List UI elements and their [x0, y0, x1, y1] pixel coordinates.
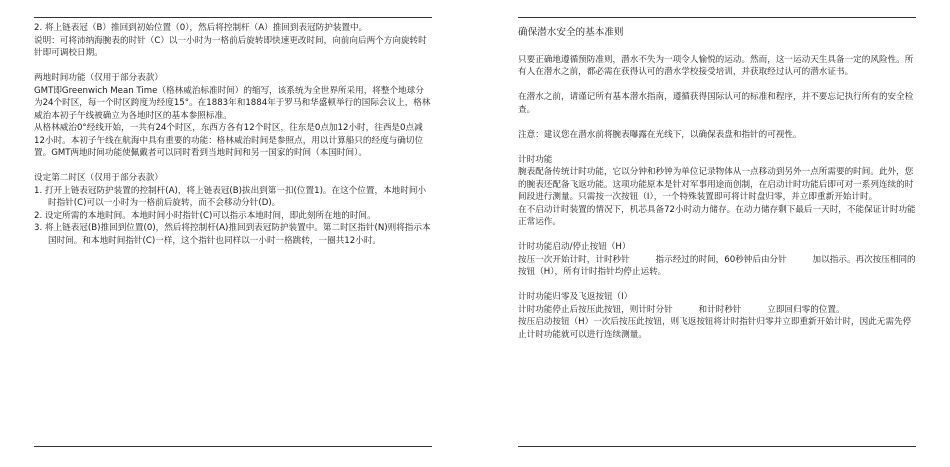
reset-paragraph-2: 按压启动按钮（H）一次后按压此按钮，则飞返按钮将计时指针归零并立即重新开始计时，因此无需先停止计时功能就可以进行连续测量。: [518, 317, 912, 340]
start-stop-paragraph: 按压一次开始计时，计时秒针 指示经过的时间，60秒钟后由分针 加以指示。再次按压相同的按钮（H），所有计时指针均停止运转。: [518, 254, 916, 277]
top-rule: [518, 17, 916, 18]
note: 说明：可将沛纳海腕表的时针（C）以一小时为一格前后旋转即快速更改时间，向前向后两个方向旋转时针即可调校日期。: [34, 35, 427, 58]
start-stop-title: 计时功能启动/停止按钮（H）: [518, 242, 631, 252]
step-2: 2. 将上链表冠（B）推回到初始位置（0），然后将控制杆（A）推回到表冠防护装置中。: [34, 23, 368, 33]
reset-title: 计时功能归零及飞返按钮（I）: [518, 292, 633, 302]
right-page: [518, 0, 916, 467]
timer-title: 计时功能: [518, 154, 553, 165]
left-page: [34, 0, 432, 467]
page-title: 确保潜水安全的基本准则: [518, 27, 624, 38]
dive-paragraph-1: 只要正确地遵循预防准则，潜水不失为一项令人愉悦的运动。然而，这一运动天生具备一定的风险性。所有人在潜水之前，都必需在获得认可的潜水学校接受培训，并获取经过认可的潜水证书。: [518, 54, 914, 77]
bottom-rule: [34, 446, 432, 447]
timer-paragraph-1: 腕表配备传统计时功能，它以分钟和秒钟为单位记录物体从一点移动到另外一点所需要的时间。此外，您的腕表还配备飞返功能。这项功能原本是针对军事用途而创制，在启动计时功能后即可对一系列连续的时间段进行测量。只需按一次按钮（I），一个特殊装置即可将计时盘归零，并立即重新开始计时。: [518, 167, 914, 202]
timezone-step-2: 2. 设定所需的本地时间。本地时间小时指针(C)可以指示本地时间，即此刻所在地的时间。: [34, 210, 376, 221]
timezone-step-3: 3. 将上链表冠(B)推回到位置(0)，然后将控制杆(A)推回到表冠防护装置中。第二时区指针(N)则将指示本国时间。和本地时间指针(C)一样，这个指针也同样以一小时一格跳转，一圈共12小时。: [34, 223, 431, 246]
reset-paragraph-1: 计时功能停止后按压此按钮，则计时分针 和计时秒针 立即回归零的位置。: [518, 304, 845, 315]
left-content: [34, 22, 432, 247]
dive-paragraph-2: 在潜水之前，请谨记所有基本潜水指南，遵循获得国际认可的标准和程序，并不要忘记执行所有的安全检查。: [518, 92, 914, 115]
timezone-step-1: 1. 打开上链表冠防护装置的控制杆(A)，将上链表冠(B)拔出到第一扣(位置1)。在这个位置，本地时间小时指针(C)可以一小时为一格前后旋转，而不会移动分针(D)。: [34, 185, 427, 208]
bottom-rule: [518, 446, 916, 447]
top-rule: [34, 17, 432, 18]
dive-note: 注意：建议您在潜水前将腕表曝露在光线下，以确保表盘和指针的可视性。: [518, 129, 802, 140]
gmt-title: 两地时间功能（仅用于部分表款）: [34, 73, 163, 83]
right-content: [518, 22, 916, 341]
timezone-title: 设定第二时区（仅用于部分表款）: [34, 173, 163, 183]
timer-paragraph-2: 在不启动计时装置的情况下，机芯具备72小时动力储存。在动力储存剩下最后一天时，不能保证计时功能正常运作。: [518, 204, 916, 227]
gmt-paragraph-2: 从格林威治0°经线开始，一共有24个时区，东西方各有12个时区，往东是0点加12小时，往西是0点减12小时。本初子午线在航海中具有重要的功能：格林威治时间是参照点，用以计算船只的经度与确切位置。GMT两地时间功能使佩戴者可以同时看到当地时间和另一国家的时间（本国时间）。: [34, 123, 424, 158]
gmt-paragraph-1: GMT即Greenwich Mean Time（格林威治标准时间）的缩写，该系统为全世界所采用，将整个地球分为24个时区，每一个时区跨度为经度15°。在1883年和1884年于罗马和华盛顿举行的国际会议上，格林威治本初子午线被确立为各地时区的基本参照标准。: [34, 85, 431, 121]
